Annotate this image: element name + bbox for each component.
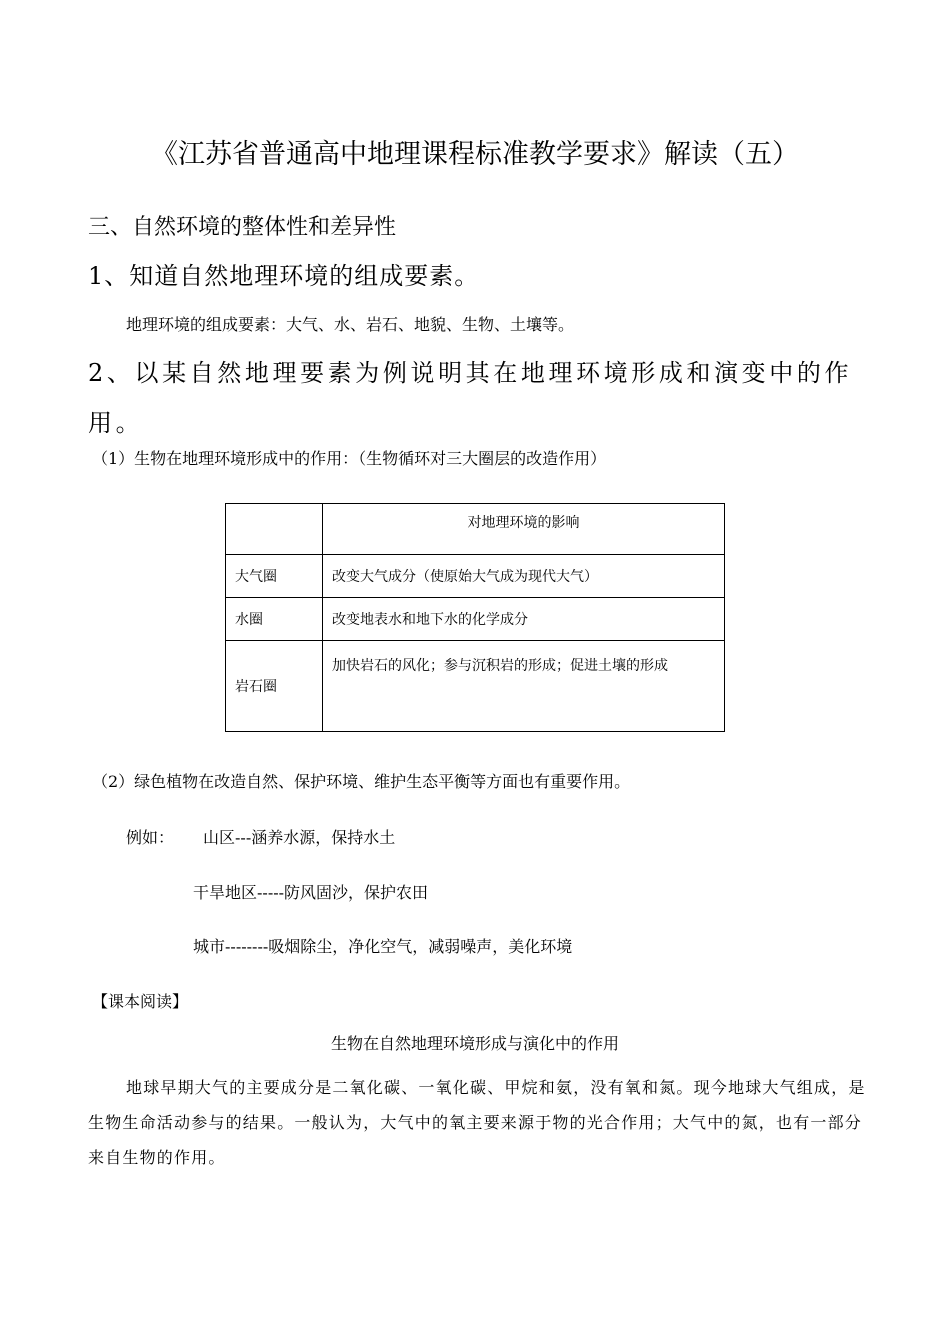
paragraph-2: （1）生物在地理环境形成中的作用：（生物循环对三大圈层的改造作用） bbox=[92, 449, 607, 468]
reading-title: 生物在自然地理环境形成与演化中的作用 bbox=[330, 1034, 619, 1053]
heading-1: 1、知道自然地理环境的组成要素。 bbox=[88, 262, 480, 290]
reading-paragraph: 地球早期大气的主要成分是二氧化碳、一氧化碳、甲烷和氨，没有氧和氮。现今地球大气组成，是生物生命活动参与的结果。一般认为，大气中的氧主要来源于物的光合作用；大气中的氮，也有一部分来自生物的作用。 bbox=[88, 1078, 866, 1167]
table-row bbox=[226, 641, 725, 732]
table-cell-effect: 加快岩石的风化；参与沉积岩的形成；促进土壤的形成 bbox=[323, 641, 725, 732]
example-item: 山区---涵养水源，保持水土 bbox=[203, 828, 396, 847]
table-cell-sphere: 岩石圈 bbox=[226, 641, 323, 732]
heading-2: 2、以某自然地理要素为例说明其在地理环境形成和演变中的作用。 bbox=[88, 359, 853, 437]
table-cell-sphere: 大气圈 bbox=[226, 555, 323, 598]
example-item: 城市--------吸烟除尘，净化空气，减弱噪声，美化环境 bbox=[193, 937, 573, 956]
reading-heading: 【课本阅读】 bbox=[92, 992, 189, 1011]
paragraph-1: 地理环境的组成要素：大气、水、岩石、地貌、生物、土壤等。 bbox=[126, 315, 575, 334]
table-header-cell bbox=[226, 504, 323, 555]
table-cell-effect: 改变大气成分（使原始大气成为现代大气） bbox=[323, 555, 725, 598]
table-row bbox=[226, 555, 725, 598]
table-header-row bbox=[226, 504, 725, 555]
table-row bbox=[226, 598, 725, 641]
example-item: 干旱地区-----防风固沙，保护农田 bbox=[193, 883, 429, 902]
influence-table bbox=[225, 503, 725, 732]
table-cell-effect: 改变地表水和地下水的化学成分 bbox=[323, 598, 725, 641]
example-label: 例如： bbox=[126, 828, 175, 847]
table-header-cell: 对地理环境的影响 bbox=[323, 504, 725, 555]
page-title: 《江苏省普通高中地理课程标准教学要求》解读（五） bbox=[151, 139, 799, 170]
table-cell-sphere: 水圈 bbox=[226, 598, 323, 641]
section-heading: 三、自然环境的整体性和差异性 bbox=[88, 215, 397, 240]
paragraph-3: （2）绿色植物在改造自然、保护环境、维护生态平衡等方面也有重要作用。 bbox=[92, 772, 631, 791]
